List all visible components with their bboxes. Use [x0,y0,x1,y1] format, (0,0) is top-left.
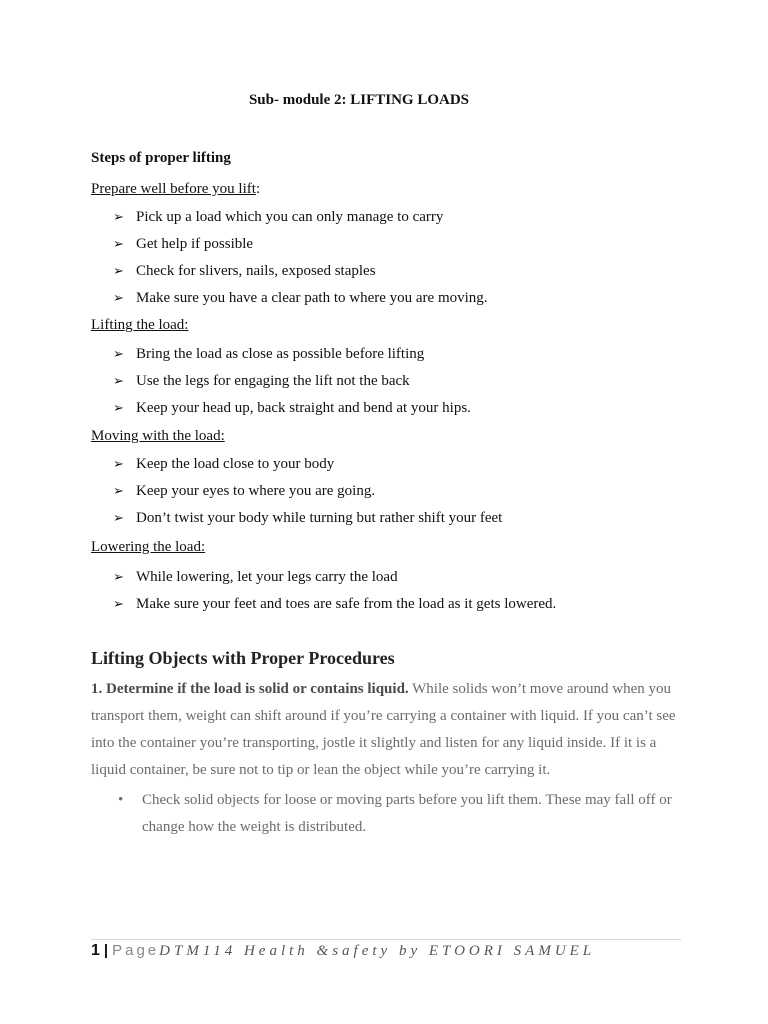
list-item [113,591,556,618]
list-item-text: Make sure you have a clear path to where you are moving. [136,290,488,306]
section-heading-lowering [91,538,205,556]
list-item [113,478,502,505]
section-label: Moving with the load: [91,428,225,444]
procedures-bullet-text: Check solid objects for loose or moving parts before you lift them. These may fall off or change how the weight is distributed. [142,792,672,835]
lowering-list [113,564,556,618]
procedures-step-lead: 1. Determine if the load is solid or contains liquid. [91,681,409,697]
page-footer [91,942,595,960]
arrow-bullet-icon: ➢ [113,374,124,389]
arrow-bullet-icon: ➢ [113,210,124,225]
section-heading-moving [91,427,225,445]
procedures-paragraph [91,676,691,784]
arrow-bullet-icon: ➢ [113,511,124,526]
footer-divider [91,939,681,940]
footer-separator: | [103,942,109,959]
arrow-bullet-icon: ➢ [113,570,124,585]
arrow-bullet-icon: ➢ [113,401,124,416]
list-item [113,204,488,231]
section-label: Prepare well before you lift [91,181,256,197]
list-item [113,231,488,258]
procedures-bullet-item [118,787,688,841]
arrow-bullet-icon: ➢ [113,597,124,612]
list-item [113,451,502,478]
list-item-text: Make sure your feet and toes are safe from the load as it gets lowered. [136,596,557,612]
list-item-text: Keep your head up, back straight and bend at your hips. [136,400,471,416]
list-item-text: Keep the load close to your body [136,456,335,472]
lifting-list [113,341,471,422]
list-item-text: Pick up a load which you can only manage to carry [136,209,444,225]
arrow-bullet-icon: ➢ [113,484,124,499]
section-label: Lifting the load: [91,317,189,333]
prepare-list [113,204,488,312]
list-item-text: Keep your eyes to where you are going. [136,483,376,499]
procedures-heading: Lifting Objects with Proper Procedures [91,648,395,668]
page-title: Sub- module 2: LIFTING LOADS [248,92,470,108]
list-item [113,564,556,591]
section-heading-lifting [91,316,188,334]
moving-list [113,451,502,532]
section-heading-prepare [91,180,260,198]
list-item-text: Use the legs for engaging the lift not the back [136,373,410,389]
list-item-text: Bring the load as close as possible before lifting [136,346,425,362]
list-item-text: Check for slivers, nails, exposed staples [136,263,376,279]
list-item [113,368,471,395]
arrow-bullet-icon: ➢ [113,291,124,306]
list-item [113,395,471,422]
steps-heading: Steps of proper lifting [91,150,231,166]
dot-bullet-icon: • [118,792,124,808]
list-item [113,258,488,285]
list-item [113,285,488,312]
list-item-text: Don’t twist your body while turning but rather shift your feet [136,510,503,526]
list-item [113,505,502,532]
arrow-bullet-icon: ➢ [113,237,124,252]
arrow-bullet-icon: ➢ [113,457,124,472]
section-label-tail: : [255,181,261,197]
section-label: Lowering the load: [91,539,206,555]
page-word: Page [112,942,160,959]
list-item-text: Get help if possible [136,236,254,252]
list-item [113,341,471,368]
footer-doc-text: DTM114 Health &safety by ETOORI SAMUEL [159,943,596,959]
arrow-bullet-icon: ➢ [113,264,124,279]
arrow-bullet-icon: ➢ [113,347,124,362]
procedures-step-text: While solids won’t move around when you transport them, weight can shift around if you’re carrying a container with liquid. If you can’t see into the container you’re transporting, jostle it slightly and listen for any liquid inside. If it is a liquid container, be sure not to tip or lean the object while you’re carrying it. [91,681,676,778]
list-item-text: While lowering, let your legs carry the load [136,569,398,585]
page-number: 1 [91,942,100,959]
